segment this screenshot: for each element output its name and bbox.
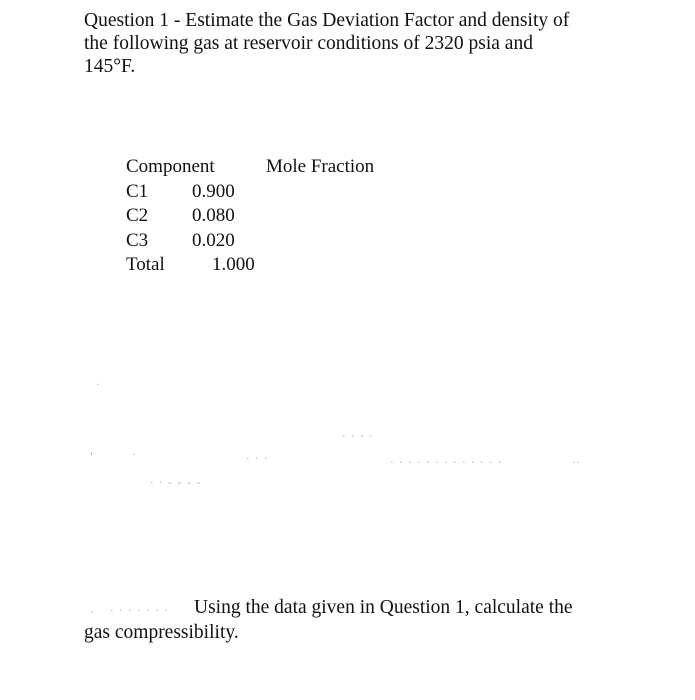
fraction-cell: 0.020 bbox=[192, 229, 235, 251]
scan-artifact: ' bbox=[90, 450, 95, 463]
scan-artifact: · · · bbox=[246, 452, 269, 465]
question-2-line-1: Using the data given in Question 1, calculate the bbox=[194, 597, 573, 618]
total-label: Total bbox=[126, 254, 165, 275]
scan-artifact: · · · · · · · · · · · · · bbox=[390, 456, 503, 469]
scan-artifact: · · · · · · · bbox=[110, 604, 169, 617]
scan-artifact: · bbox=[132, 448, 137, 461]
scan-artifact: · bbox=[96, 378, 101, 391]
component-cell: C3 bbox=[126, 229, 149, 251]
question-1-text bbox=[84, 9, 644, 78]
component-cell: C2 bbox=[126, 205, 149, 226]
component-cell: C1 bbox=[126, 180, 149, 202]
scan-artifact: · bbox=[90, 606, 95, 619]
question-2-text bbox=[84, 595, 664, 645]
question-1-line-3: 145°F. bbox=[84, 56, 136, 77]
scan-artifact: · · · · bbox=[342, 430, 374, 443]
header-component: Component bbox=[126, 156, 215, 177]
scan-artifact: · · - - - - bbox=[150, 476, 202, 489]
question-1-line-2: the following gas at reservoir conditions of 2320 psia and bbox=[84, 33, 533, 54]
header-mole-fraction: Mole Fraction bbox=[266, 156, 375, 177]
fraction-cell: 0.080 bbox=[192, 205, 235, 226]
question-1-line-1: Question 1 - Estimate the Gas Deviation Factor and density of bbox=[84, 10, 570, 31]
total-value: 1.000 bbox=[212, 254, 255, 275]
scan-artifact: ·· bbox=[572, 456, 581, 469]
fraction-cell: 0.900 bbox=[192, 180, 235, 202]
question-2-line-2: gas compressibility. bbox=[84, 622, 239, 643]
